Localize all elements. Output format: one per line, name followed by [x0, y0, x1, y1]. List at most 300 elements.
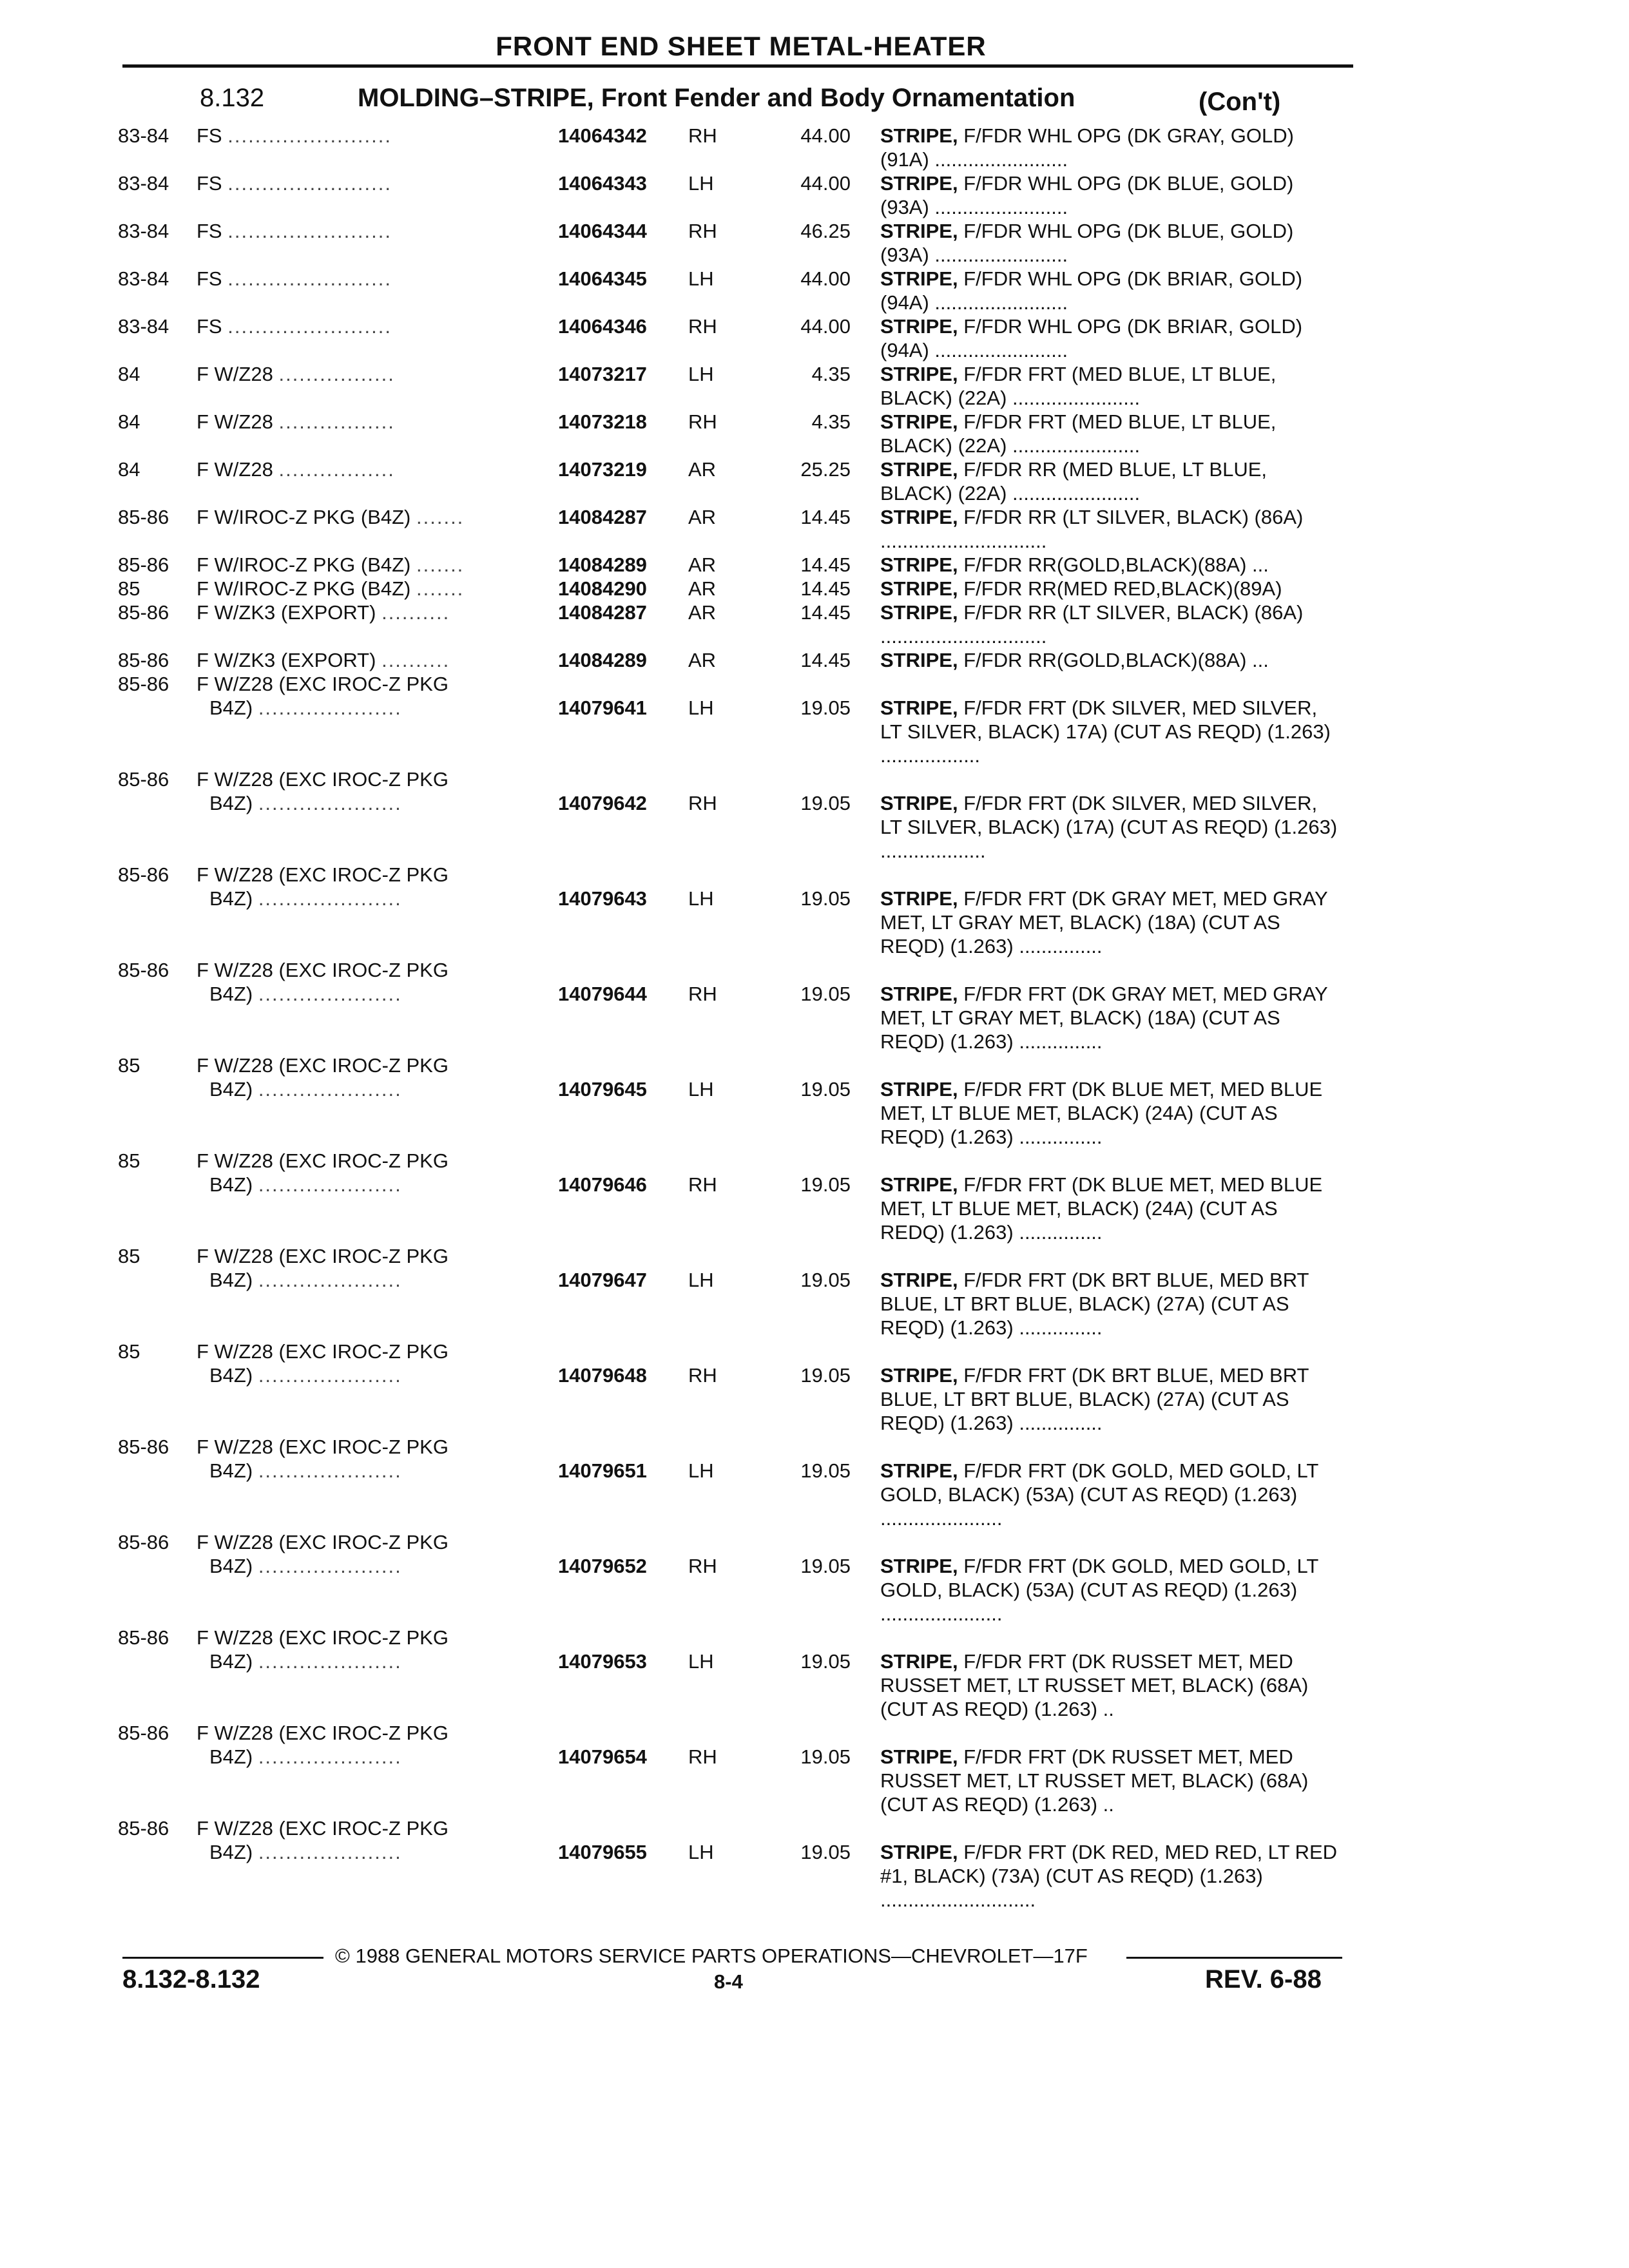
part-description [880, 982, 1344, 1053]
model-year: 83-84 [118, 124, 169, 147]
model-year: 85-86 [118, 673, 169, 695]
part-description [880, 1363, 1344, 1435]
model-year: 84 [118, 410, 140, 433]
application-text: F W/Z28 (EXC IROC-Z PKG [197, 1149, 448, 1172]
part-name: STRIPE, [880, 577, 958, 600]
side-code: LH [688, 1650, 714, 1673]
table-row [0, 314, 1629, 362]
model-year: 85-86 [118, 553, 169, 576]
part-number: 14079655 [558, 1841, 647, 1863]
side-code: RH [688, 315, 717, 338]
application-desc-cont [209, 1840, 545, 1864]
side-code: AR [688, 506, 717, 528]
price: 19.05 [800, 1364, 851, 1387]
leader-dots: ................. [278, 410, 395, 433]
application-desc-cont [209, 982, 545, 1006]
application-text-cont: B4Z) [209, 887, 253, 910]
price: 19.05 [800, 1555, 851, 1577]
leader-dots: ..................... [258, 1173, 402, 1196]
application-text: F W/IROC-Z PKG (B4Z) [197, 506, 411, 528]
part-name: STRIPE, [880, 506, 958, 528]
table-row [0, 362, 1629, 410]
table-row [0, 171, 1629, 219]
application-text-cont: B4Z) [209, 792, 253, 814]
application-text: F W/Z28 (EXC IROC-Z PKG [197, 959, 448, 981]
model-year: 85-86 [118, 601, 169, 624]
application-desc [197, 1721, 545, 1745]
part-name: STRIPE, [880, 458, 958, 481]
model-year: 85 [118, 1340, 140, 1363]
application-desc-cont [209, 887, 545, 910]
part-description [880, 887, 1344, 958]
part-number: 14064342 [558, 124, 647, 147]
part-name: STRIPE, [880, 363, 958, 385]
part-number: 14079644 [558, 983, 647, 1005]
side-code: RH [688, 1555, 717, 1577]
application-desc-cont [209, 1459, 545, 1483]
application-text: F W/Z28 (EXC IROC-Z PKG [197, 1340, 448, 1363]
part-number: 14079642 [558, 792, 647, 814]
model-year: 85-86 [118, 1436, 169, 1458]
part-number: 14079641 [558, 697, 647, 719]
part-description [880, 1268, 1344, 1340]
leader-dots: ........................ [227, 124, 392, 147]
table-row [0, 1816, 1629, 1912]
application-text-cont: B4Z) [209, 1841, 253, 1863]
part-number: 14073217 [558, 363, 647, 385]
leader-dots: ....... [416, 577, 465, 600]
part-detail: F/FDR WHL OPG (DK BLUE, GOLD) (93A) ........................ [880, 172, 1294, 218]
part-description [880, 577, 1344, 601]
side-code: RH [688, 1745, 717, 1768]
part-number: 14064346 [558, 315, 647, 338]
part-name: STRIPE, [880, 172, 958, 195]
part-detail: F/FDR FRT (DK GRAY MET, MED GRAY MET, LT GRAY MET, BLACK) (18A) (CUT AS REQD) (1.263) ............... [880, 887, 1328, 957]
table-row [0, 601, 1629, 648]
side-code: RH [688, 983, 717, 1005]
table-row [0, 1149, 1629, 1244]
application-text-cont: B4Z) [209, 1173, 253, 1196]
part-detail: F/FDR FRT (DK RUSSET MET, MED RUSSET MET, LT RUSSET MET, BLACK) (68A) (CUT AS REQD) (1.263) .. [880, 1650, 1309, 1720]
part-description [880, 696, 1344, 767]
part-detail: F/FDR FRT (DK SILVER, MED SILVER, LT SILVER, BLACK) (17A) (CUT AS REQD) (1.263) ................... [880, 792, 1338, 862]
application-text: FS [197, 315, 222, 338]
part-description [880, 362, 1344, 410]
application-desc-cont [209, 1077, 545, 1101]
leader-dots: .......... [381, 601, 450, 624]
side-code: AR [688, 649, 717, 671]
price: 19.05 [800, 887, 851, 910]
price: 14.45 [800, 506, 851, 528]
part-description [880, 124, 1344, 171]
application-desc [197, 314, 545, 338]
side-code: LH [688, 1078, 714, 1100]
part-description [880, 601, 1344, 648]
application-desc [197, 410, 545, 434]
leader-dots: ..................... [258, 1078, 402, 1100]
leader-dots: ....... [416, 553, 465, 576]
application-desc [197, 1244, 545, 1268]
side-code: RH [688, 410, 717, 433]
side-code: RH [688, 124, 717, 147]
part-name: STRIPE, [880, 792, 958, 814]
part-description [880, 1173, 1344, 1244]
part-description [880, 219, 1344, 267]
application-text: F W/ZK3 (EXPORT) [197, 601, 376, 624]
model-year: 84 [118, 458, 140, 481]
price: 4.35 [811, 410, 851, 433]
price: 4.35 [811, 363, 851, 385]
part-description [880, 1745, 1344, 1816]
application-desc-cont [209, 696, 545, 720]
leader-dots: ........................ [227, 267, 392, 290]
parts-list [0, 124, 1629, 1912]
application-text: F W/Z28 (EXC IROC-Z PKG [197, 768, 448, 791]
table-row [0, 1340, 1629, 1435]
model-year: 85-86 [118, 959, 169, 981]
leader-dots: ................. [278, 458, 395, 481]
part-detail: F/FDR RR (MED BLUE, LT BLUE, BLACK) (22A) ....................... [880, 458, 1268, 505]
model-year: 85-86 [118, 863, 169, 886]
part-name: STRIPE, [880, 983, 958, 1005]
part-number: 14084290 [558, 577, 647, 600]
part-detail: F/FDR RR(MED RED,BLACK)(89A) [958, 577, 1282, 600]
leader-dots: ..................... [258, 1364, 402, 1387]
model-year: 85 [118, 577, 140, 600]
model-year: 83-84 [118, 267, 169, 290]
part-number: 14079653 [558, 1650, 647, 1673]
leader-dots: ........................ [227, 220, 392, 242]
side-code: LH [688, 172, 714, 195]
model-year: 83-84 [118, 315, 169, 338]
leader-dots: ..................... [258, 1841, 402, 1863]
part-name: STRIPE, [880, 887, 958, 910]
leader-dots: ..................... [258, 887, 402, 910]
side-code: RH [688, 220, 717, 242]
application-text: FS [197, 220, 222, 242]
application-text-cont: B4Z) [209, 1650, 253, 1673]
leader-dots: ........................ [227, 172, 392, 195]
part-detail: F/FDR FRT (DK SILVER, MED SILVER, LT SILVER, BLACK) 17A) (CUT AS REQD) (1.263) .................. [880, 697, 1331, 767]
application-desc-cont [209, 1268, 545, 1292]
part-number: 14079647 [558, 1269, 647, 1291]
price: 19.05 [800, 1650, 851, 1673]
table-row [0, 672, 1629, 767]
application-text-cont: B4Z) [209, 1459, 253, 1482]
part-number: 14084289 [558, 649, 647, 671]
side-code: RH [688, 792, 717, 814]
table-row [0, 1530, 1629, 1626]
part-description [880, 1459, 1344, 1530]
part-number: 14079654 [558, 1745, 647, 1768]
application-desc [197, 553, 545, 577]
price: 19.05 [800, 1459, 851, 1482]
part-description [880, 1840, 1344, 1912]
part-name: STRIPE, [880, 1745, 958, 1768]
leader-dots: ..................... [258, 983, 402, 1005]
model-year: 85-86 [118, 649, 169, 671]
part-name: STRIPE, [880, 124, 958, 147]
part-name: STRIPE, [880, 1173, 958, 1196]
part-detail: F/FDR RR (LT SILVER, BLACK) (86A) .............................. [880, 601, 1304, 648]
model-year: 85-86 [118, 1817, 169, 1840]
footer-page-number: 8-4 [714, 1970, 743, 1993]
part-name: STRIPE, [880, 220, 958, 242]
leader-dots: .......... [381, 649, 450, 671]
application-text: F W/Z28 (EXC IROC-Z PKG [197, 1722, 448, 1744]
part-number: 14079652 [558, 1555, 647, 1577]
part-name: STRIPE, [880, 410, 958, 433]
application-text-cont: B4Z) [209, 1745, 253, 1768]
table-row [0, 219, 1629, 267]
table-row [0, 577, 1629, 601]
application-desc [197, 1149, 545, 1173]
application-text: FS [197, 124, 222, 147]
model-year: 85 [118, 1245, 140, 1267]
side-code: LH [688, 1841, 714, 1863]
table-row [0, 505, 1629, 553]
application-text-cont: B4Z) [209, 1555, 253, 1577]
application-text-cont: B4Z) [209, 983, 253, 1005]
application-desc [197, 1435, 545, 1459]
part-number: 14079651 [558, 1459, 647, 1482]
side-code: RH [688, 1364, 717, 1387]
table-row [0, 124, 1629, 171]
part-description [880, 791, 1344, 863]
application-text: F W/Z28 [197, 363, 273, 385]
part-name: STRIPE, [880, 649, 958, 671]
table-row [0, 553, 1629, 577]
part-name: STRIPE, [880, 1459, 958, 1482]
part-name: STRIPE, [880, 1555, 958, 1577]
application-text: F W/Z28 [197, 410, 273, 433]
application-desc-cont [209, 1745, 545, 1769]
footer-section-range: 8.132-8.132 [122, 1965, 260, 1994]
application-desc [197, 672, 545, 696]
price: 19.05 [800, 983, 851, 1005]
part-detail: F/FDR FRT (DK BLUE MET, MED BLUE MET, LT BLUE MET, BLACK) (24A) (CUT AS REDQ) (1.263) ............... [880, 1173, 1323, 1244]
part-name: STRIPE, [880, 553, 958, 576]
table-row [0, 410, 1629, 457]
application-desc [197, 1340, 545, 1363]
part-name: STRIPE, [880, 267, 958, 290]
model-year: 85 [118, 1149, 140, 1172]
application-text: F W/Z28 (EXC IROC-Z PKG [197, 673, 448, 695]
application-desc-cont [209, 1554, 545, 1578]
leader-dots: ................. [278, 363, 395, 385]
price: 44.00 [800, 124, 851, 147]
application-desc [197, 267, 545, 291]
application-text: F W/ZK3 (EXPORT) [197, 649, 376, 671]
application-desc-cont [209, 1649, 545, 1673]
application-desc [197, 362, 545, 386]
part-number: 14084287 [558, 601, 647, 624]
price: 19.05 [800, 1269, 851, 1291]
price: 19.05 [800, 697, 851, 719]
price: 14.45 [800, 577, 851, 600]
model-year: 85 [118, 1054, 140, 1077]
side-code: RH [688, 1173, 717, 1196]
table-row [0, 267, 1629, 314]
part-number: 14079646 [558, 1173, 647, 1196]
part-detail: F/FDR FRT (DK GRAY MET, MED GRAY MET, LT GRAY MET, BLACK) (18A) (CUT AS REQD) (1.263) ............... [880, 983, 1328, 1053]
price: 14.45 [800, 649, 851, 671]
model-year: 85-86 [118, 1531, 169, 1553]
part-detail: F/FDR FRT (MED BLUE, LT BLUE, BLACK) (22A) ....................... [880, 410, 1277, 457]
application-desc [197, 577, 545, 601]
price: 44.00 [800, 267, 851, 290]
part-name: STRIPE, [880, 697, 958, 719]
section-number: 8.132 [200, 84, 265, 112]
part-detail: F/FDR FRT (DK BLUE MET, MED BLUE MET, LT BLUE MET, BLACK) (24A) (CUT AS REQD) (1.263) ............... [880, 1078, 1323, 1148]
part-detail: F/FDR RR(GOLD,BLACK)(88A) ... [958, 553, 1269, 576]
side-code: LH [688, 1269, 714, 1291]
table-row [0, 457, 1629, 505]
application-desc [197, 219, 545, 243]
model-year: 85-86 [118, 768, 169, 791]
application-desc [197, 124, 545, 148]
side-code: LH [688, 267, 714, 290]
part-detail: F/FDR RR(GOLD,BLACK)(88A) ... [958, 649, 1269, 671]
part-detail: F/FDR FRT (DK GOLD, MED GOLD, LT GOLD, BLACK) (53A) (CUT AS REQD) (1.263) ...................... [880, 1555, 1318, 1625]
part-detail: F/FDR FRT (DK RUSSET MET, MED RUSSET MET, LT RUSSET MET, BLACK) (68A) (CUT AS REQD) (1.263) .. [880, 1745, 1309, 1816]
application-text: F W/Z28 (EXC IROC-Z PKG [197, 1531, 448, 1553]
part-description [880, 267, 1344, 314]
application-desc [197, 1816, 545, 1840]
application-text: F W/IROC-Z PKG (B4Z) [197, 577, 411, 600]
application-text: FS [197, 267, 222, 290]
leader-dots: ..................... [258, 1745, 402, 1768]
part-description [880, 314, 1344, 362]
part-name: STRIPE, [880, 1650, 958, 1673]
application-desc [197, 648, 545, 672]
application-desc [197, 767, 545, 791]
side-code: LH [688, 363, 714, 385]
model-year: 83-84 [118, 172, 169, 195]
part-description [880, 410, 1344, 457]
side-code: LH [688, 697, 714, 719]
page-title: FRONT END SHEET METAL-HEATER [496, 31, 987, 61]
price: 46.25 [800, 220, 851, 242]
part-description [880, 1649, 1344, 1721]
part-number: 14079643 [558, 887, 647, 910]
table-row [0, 648, 1629, 672]
application-desc [197, 601, 545, 624]
part-description [880, 457, 1344, 505]
application-text: F W/Z28 [197, 458, 273, 481]
part-description [880, 505, 1344, 553]
part-number: 14079648 [558, 1364, 647, 1387]
part-name: STRIPE, [880, 1364, 958, 1387]
part-detail: F/FDR RR (LT SILVER, BLACK) (86A) .............................. [880, 506, 1304, 552]
application-text: F W/Z28 (EXC IROC-Z PKG [197, 1626, 448, 1649]
part-name: STRIPE, [880, 315, 958, 338]
footer-revision: REV. 6-88 [1205, 1965, 1322, 1994]
table-row [0, 1053, 1629, 1149]
part-number: 14073218 [558, 410, 647, 433]
application-text: F W/IROC-Z PKG (B4Z) [197, 553, 411, 576]
leader-dots: ..................... [258, 1459, 402, 1482]
price: 19.05 [800, 1078, 851, 1100]
price: 14.45 [800, 553, 851, 576]
part-description [880, 1077, 1344, 1149]
application-text: F W/Z28 (EXC IROC-Z PKG [197, 1054, 448, 1077]
part-detail: F/FDR WHL OPG (DK BRIAR, GOLD) (94A) ........................ [880, 267, 1303, 314]
application-desc-cont [209, 1363, 545, 1387]
side-code: AR [688, 553, 717, 576]
application-desc [197, 958, 545, 982]
footer-rule-left [122, 1957, 323, 1959]
part-description [880, 648, 1344, 672]
model-year: 83-84 [118, 220, 169, 242]
model-year: 85-86 [118, 506, 169, 528]
application-desc [197, 505, 545, 529]
side-code: LH [688, 887, 714, 910]
price: 25.25 [800, 458, 851, 481]
part-number: 14079645 [558, 1078, 647, 1100]
part-detail: F/FDR FRT (DK BRT BLUE, MED BRT BLUE, LT BRT BLUE, BLACK) (27A) (CUT AS REQD) (1.263) ............... [880, 1364, 1309, 1434]
application-text-cont: B4Z) [209, 1269, 253, 1291]
price: 19.05 [800, 1173, 851, 1196]
price: 19.05 [800, 1841, 851, 1863]
part-detail: F/FDR FRT (MED BLUE, LT BLUE, BLACK) (22A) ....................... [880, 363, 1277, 409]
table-row [0, 863, 1629, 958]
part-name: STRIPE, [880, 1078, 958, 1100]
price: 44.00 [800, 315, 851, 338]
part-detail: F/FDR FRT (DK GOLD, MED GOLD, LT GOLD, BLACK) (53A) (CUT AS REQD) (1.263) ...................... [880, 1459, 1318, 1530]
section-title: MOLDING–STRIPE, Front Fender and Body Ornamentation [358, 84, 1075, 112]
leader-dots: ....... [416, 506, 465, 528]
application-desc [197, 863, 545, 887]
table-row [0, 1626, 1629, 1721]
application-text: F W/Z28 (EXC IROC-Z PKG [197, 1817, 448, 1840]
application-desc-cont [209, 1173, 545, 1196]
table-row [0, 767, 1629, 863]
application-text: FS [197, 172, 222, 195]
leader-dots: ..................... [258, 697, 402, 719]
model-year: 84 [118, 363, 140, 385]
side-code: AR [688, 458, 717, 481]
part-number: 14084287 [558, 506, 647, 528]
part-description [880, 171, 1344, 219]
part-detail: F/FDR FRT (DK RED, MED RED, LT RED #1, BLACK) (73A) (CUT AS REQD) (1.263) ............................ [880, 1841, 1338, 1911]
application-desc [197, 171, 545, 195]
part-number: 14084289 [558, 553, 647, 576]
application-text-cont: B4Z) [209, 697, 253, 719]
table-row [0, 1721, 1629, 1816]
footer-copyright: © 1988 GENERAL MOTORS SERVICE PARTS OPERATIONS—CHEVROLET—17F [335, 1945, 1088, 1967]
part-description [880, 1554, 1344, 1626]
part-name: STRIPE, [880, 1841, 958, 1863]
part-description [880, 553, 1344, 577]
price: 44.00 [800, 172, 851, 195]
application-desc [197, 1053, 545, 1077]
section-continued: (Con't) [1199, 88, 1281, 116]
part-number: 14064345 [558, 267, 647, 290]
leader-dots: ..................... [258, 792, 402, 814]
leader-dots: ..................... [258, 1269, 402, 1291]
application-desc [197, 1626, 545, 1649]
price: 14.45 [800, 601, 851, 624]
title-rule [122, 64, 1353, 68]
part-detail: F/FDR WHL OPG (DK BRIAR, GOLD) (94A) ........................ [880, 315, 1303, 361]
price: 19.05 [800, 792, 851, 814]
application-desc-cont [209, 791, 545, 815]
side-code: AR [688, 577, 717, 600]
leader-dots: ..................... [258, 1650, 402, 1673]
side-code: AR [688, 601, 717, 624]
table-row [0, 1435, 1629, 1530]
